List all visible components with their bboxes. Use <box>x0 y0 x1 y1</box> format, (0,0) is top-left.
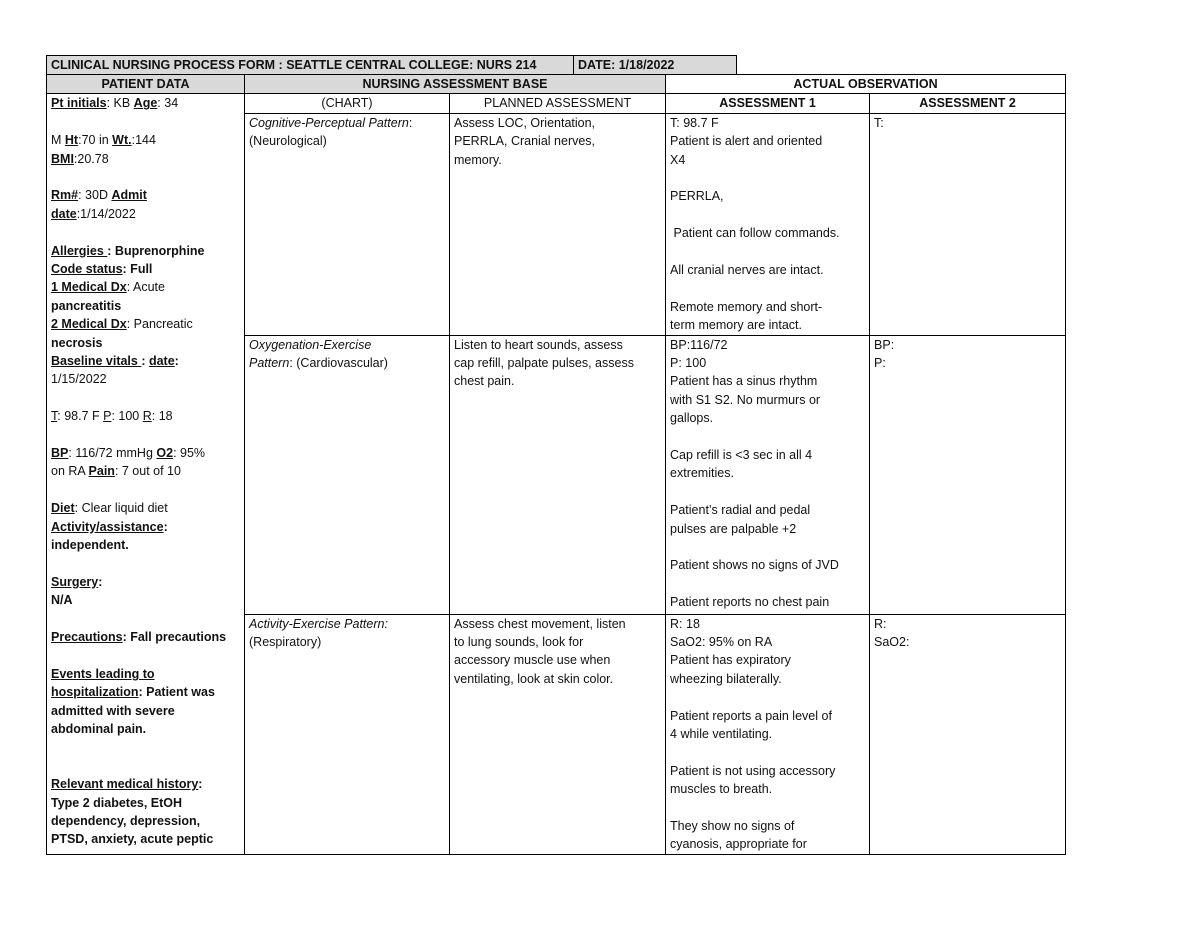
wt-label: Wt. <box>112 133 132 148</box>
planned-cell <box>450 614 666 854</box>
form-title: CLINICAL NURSING PROCESS FORM : SEATTLE CENTRAL COLLEGE: NURS 214 <box>51 58 537 72</box>
assessment2-line: P: <box>874 356 886 371</box>
allergies-label: Allergies <box>51 243 108 258</box>
pattern-name: Activity-Exercise Pattern: <box>249 616 388 631</box>
assessment1-line <box>670 428 865 446</box>
pattern-system: : (Cardiovascular) <box>289 356 388 371</box>
actual-observation-header: ACTUAL OBSERVATION <box>666 75 1066 94</box>
chart-col-header: (CHART) <box>245 94 450 113</box>
bmi-label: BMI <box>51 151 74 166</box>
assessment1-line: BP:116/72 <box>670 337 728 352</box>
pattern-name: Oxygenation-Exercise <box>249 337 372 352</box>
planned-cell <box>450 335 666 614</box>
planned-line: Assess LOC, Orientation, <box>454 115 596 130</box>
assessment1-line <box>670 279 865 297</box>
initials-label: Pt initials <box>51 96 107 111</box>
planned-col-header: PLANNED ASSESSMENT <box>450 94 666 113</box>
baseline-colon: : <box>174 354 179 369</box>
pain-label: Pain <box>88 464 115 479</box>
planned-line: PERRLA, Cranial nerves, <box>454 134 596 149</box>
pattern-name-cont: Pattern <box>249 356 290 371</box>
assessment2-line: R: <box>874 616 887 631</box>
patient-data-cell <box>47 94 245 854</box>
assessment2-cell <box>870 614 1066 854</box>
dx2-label: 2 Medical Dx <box>51 317 127 332</box>
precautions-value: : Fall precautions <box>122 630 227 645</box>
dx1-label: 1 Medical Dx <box>51 280 127 295</box>
assessment1-line: Remote memory and short- <box>670 299 823 314</box>
pattern-sep: : <box>408 115 413 130</box>
resp-label: R <box>142 409 152 424</box>
baseline-label: Baseline vitals <box>51 354 142 369</box>
allergies-value: : Buprenorphine <box>107 243 205 258</box>
nursing-assessment-base-header: NURSING ASSESSMENT BASE <box>245 75 666 94</box>
assessment1-line: Patient has a sinus rhythm <box>670 374 818 389</box>
planned-line: chest pain. <box>454 374 515 389</box>
admit-date-label: date <box>51 206 77 221</box>
surgery-value: N/A <box>51 593 73 608</box>
assessment1-line <box>670 743 865 761</box>
assessment1-line: pulses are palpable +2 <box>670 521 797 536</box>
code-status-value: : Full <box>122 262 153 277</box>
code-status-label: Code status <box>51 262 123 277</box>
dx1-value: : Acute <box>126 280 165 295</box>
assessment1-line: Cap refill is <3 sec in all 4 <box>670 448 813 463</box>
assessment1-line: SaO2: 95% on RA <box>670 635 773 650</box>
assessment1-line: Patient’s radial and pedal <box>670 503 811 518</box>
section-header-row <box>47 75 1066 94</box>
o2-value: : 95% <box>173 446 206 461</box>
assessment1-line: Patient is alert and oriented <box>670 134 823 149</box>
assessment1-line: All cranial nerves are intact. <box>670 263 824 278</box>
assessment1-line <box>670 799 865 817</box>
dx2-value-cont: necrosis <box>51 335 103 350</box>
dx2-value: : Pancreatic <box>126 317 193 332</box>
assessment1-cell <box>666 335 870 614</box>
assessment1-line: X4 <box>670 152 686 167</box>
assessment1-line: They show no signs of <box>670 819 795 834</box>
admit-label: Admit <box>111 188 147 203</box>
pattern-system: (Neurological) <box>249 134 327 149</box>
pulse-value: : 100 <box>111 409 143 424</box>
assessment1-line <box>670 688 865 706</box>
planned-line: memory. <box>454 152 502 167</box>
initials-value: : KB <box>106 96 134 111</box>
assessment1-line: T: 98.7 F <box>670 115 719 130</box>
pattern-name: Cognitive-Perceptual Pattern <box>249 115 409 130</box>
assessment1-line: Patient reports no chest pain <box>670 595 830 610</box>
assessment1-col-header: ASSESSMENT 1 <box>666 94 870 113</box>
chart-cell <box>245 335 450 614</box>
assessment1-line: Patient reports a pain level of <box>670 708 832 723</box>
planned-line: cap refill, palpate pulses, assess <box>454 356 634 371</box>
pulse-label: P <box>103 409 112 424</box>
assessment1-line <box>670 169 865 187</box>
room-label: Rm# <box>51 188 79 203</box>
assessment1-line: wheezing bilaterally. <box>670 671 782 686</box>
chart-cell <box>245 113 450 335</box>
assessment1-cell <box>666 614 870 854</box>
surgery-label: Surgery <box>51 574 99 589</box>
events-value: : Patient was <box>138 685 215 700</box>
dx1-value-cont: pancreatitis <box>51 298 122 313</box>
assessment1-line: Patient has expiratory <box>670 653 791 668</box>
history-colon: : <box>198 777 203 792</box>
bp-value: : 116/72 mmHg <box>68 446 157 461</box>
room-value: : 30D <box>78 188 112 203</box>
baseline-sep: : <box>141 354 149 369</box>
o2-value-cont: on RA <box>51 464 89 479</box>
diet-label: Diet <box>51 501 75 516</box>
assessment1-line: Patient shows no signs of JVD <box>670 558 839 573</box>
assessment1-line <box>670 483 865 501</box>
column-header-row <box>47 94 1066 113</box>
assessment1-line: cyanosis, appropriate for <box>670 837 807 852</box>
assessment1-line: gallops. <box>670 411 714 426</box>
nursing-process-table <box>46 74 1066 855</box>
assessment1-line <box>670 575 865 593</box>
form-date: DATE: 1/18/2022 <box>573 56 737 74</box>
history-label: Relevant medical history <box>51 777 199 792</box>
assessment1-line: 4 while ventilating. <box>670 727 773 742</box>
age-value: : 34 <box>157 96 179 111</box>
assessment2-line: T: <box>874 115 884 130</box>
form-header <box>46 55 737 75</box>
ht-value: :70 in <box>78 133 113 148</box>
diet-value: : Clear liquid diet <box>74 501 168 516</box>
patient-data-header: PATIENT DATA <box>47 75 245 94</box>
planned-line: accessory muscle use when <box>454 653 611 668</box>
surgery-colon: : <box>98 574 103 589</box>
admit-date-value: :1/14/2022 <box>76 206 136 221</box>
events-label-cont: hospitalization <box>51 685 139 700</box>
assessment1-line: PERRLA, <box>670 189 724 204</box>
assessment1-line <box>670 538 865 556</box>
o2-label: O2 <box>156 446 174 461</box>
events-value-cont2: abdominal pain. <box>51 722 147 737</box>
resp-value: : 18 <box>151 409 173 424</box>
planned-cell <box>450 113 666 335</box>
planned-line: Assess chest movement, listen <box>454 616 626 631</box>
assessment1-line <box>670 206 865 224</box>
temp-label: T <box>51 409 58 424</box>
history-line: dependency, depression, <box>51 814 201 829</box>
assessment2-cell <box>870 113 1066 335</box>
ht-label: Ht <box>64 133 79 148</box>
assessment2-cell <box>870 335 1066 614</box>
precautions-label: Precautions <box>51 630 123 645</box>
events-label: Events leading to <box>51 666 155 681</box>
pattern-system: (Respiratory) <box>249 635 322 650</box>
assessment1-line: Patient is not using accessory <box>670 763 836 778</box>
assessment1-line: muscles to breath. <box>670 782 773 797</box>
assessment1-line: with S1 S2. No murmurs or <box>670 392 821 407</box>
activity-label: Activity/assistance <box>51 519 164 534</box>
temp-value: : 98.7 F <box>57 409 104 424</box>
bp-label: BP <box>51 446 69 461</box>
history-line: Type 2 diabetes, EtOH <box>51 795 183 810</box>
age-label: Age <box>133 96 158 111</box>
baseline-date-label: date <box>148 354 175 369</box>
assessment2-line: BP: <box>874 337 895 352</box>
bmi-value: :20.78 <box>73 151 109 166</box>
assessment2-line: SaO2: <box>874 635 910 650</box>
wt-value: :144 <box>131 133 156 148</box>
sex-value: M <box>51 133 65 148</box>
planned-line: ventilating, look at skin color. <box>454 671 614 686</box>
activity-value: independent. <box>51 538 129 553</box>
planned-line: Listen to heart sounds, assess <box>454 337 623 352</box>
baseline-date-value: 1/15/2022 <box>51 372 107 387</box>
chart-cell <box>245 614 450 854</box>
events-value-cont1: admitted with severe <box>51 703 175 718</box>
assessment1-line: P: 100 <box>670 356 707 371</box>
assessment1-line <box>670 243 865 261</box>
assessment1-cell <box>666 113 870 335</box>
assessment1-line: R: 18 <box>670 616 700 631</box>
history-line: PTSD, anxiety, acute peptic <box>51 832 214 847</box>
assessment1-line: extremities. <box>670 466 734 481</box>
pain-value: : 7 out of 10 <box>114 464 181 479</box>
activity-colon: : <box>163 519 168 534</box>
assessment1-line: Patient can follow commands. <box>670 226 840 241</box>
planned-line: to lung sounds, look for <box>454 635 584 650</box>
assessment2-col-header: ASSESSMENT 2 <box>870 94 1066 113</box>
assessment1-line: term memory are intact. <box>670 318 802 333</box>
